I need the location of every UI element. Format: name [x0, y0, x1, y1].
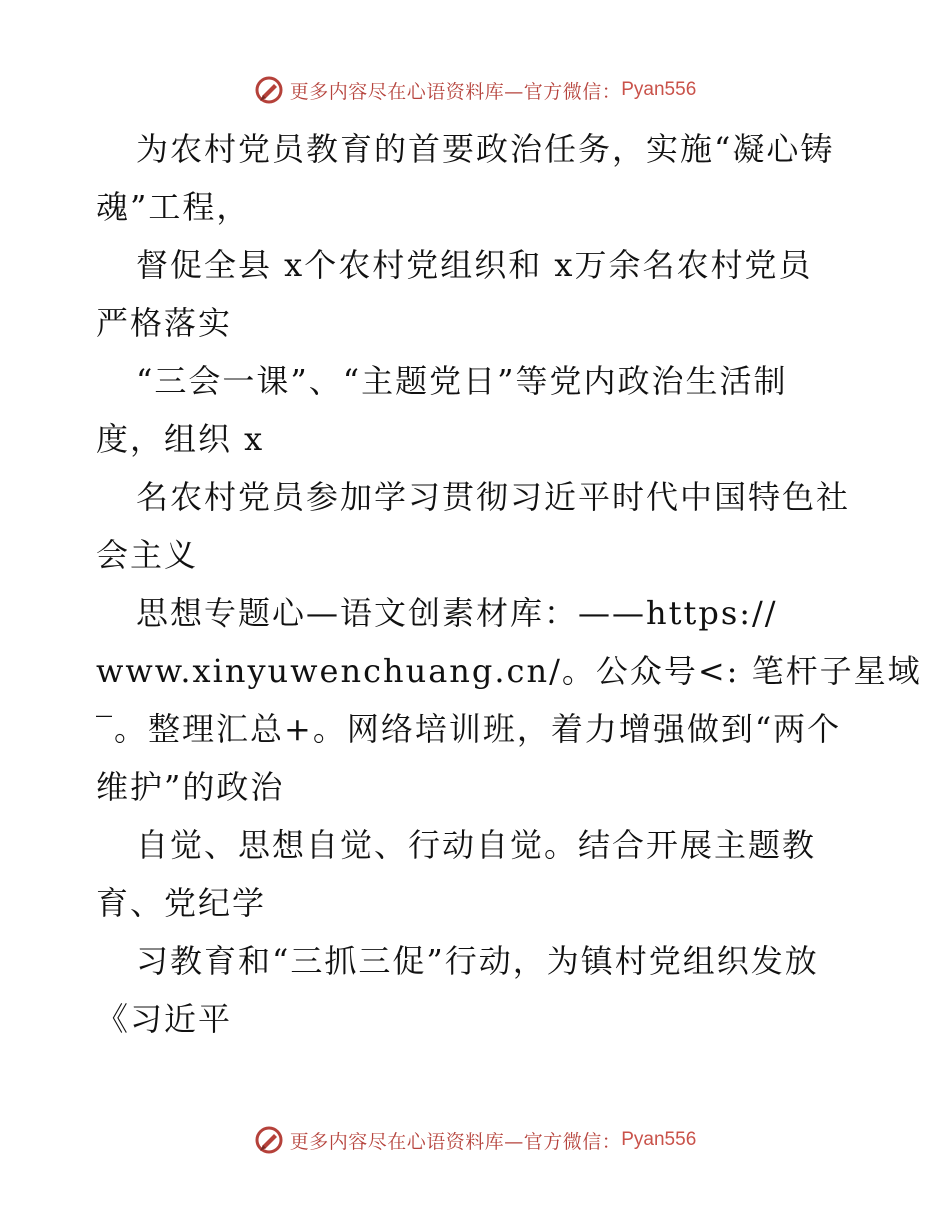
text-line: 自觉、思想自觉、行动自觉。结合开展主题教 — [136, 826, 817, 864]
text-line: 会主义 — [96, 536, 199, 574]
text-line: www.xinyuwenchuang.cn/。公众号<: 笔杆子星域 — [96, 652, 922, 690]
pen-logo-icon — [254, 75, 284, 105]
footer-watermark-id: Pyan556 — [621, 1129, 697, 1150]
text-line: 习教育和“三抓三促”行动，为镇村党组织发放 — [136, 942, 819, 980]
text-line: 名农村党员参加学习贯彻习近平时代中国特色社 — [136, 478, 851, 516]
text-line: 思想专题心—语文创素材库：——https:// — [136, 594, 778, 632]
text-line: 度，组织 x — [96, 420, 265, 458]
footer-watermark-text: 更多内容尽在心语资料库—官方微信： — [289, 1130, 622, 1153]
text-line: 严格落实 — [96, 304, 233, 342]
text-line: 《习近平 — [96, 1000, 233, 1038]
header-watermark-id: Pyan556 — [621, 79, 697, 100]
footer-watermark — [0, 1120, 950, 1160]
document-body — [96, 120, 922, 1048]
pen-logo-icon — [254, 1125, 284, 1155]
text-line: 魂”工程， — [96, 188, 251, 226]
text-line: 为农村党员教育的首要政治任务，实施“凝心铸 — [136, 130, 835, 168]
header-watermark-text: 更多内容尽在心语资料库—官方微信： — [289, 80, 622, 103]
text-line: 维护”的政治 — [96, 768, 285, 806]
text-line: “三会一课”、“主题党日”等党内政治生活制 — [136, 362, 788, 400]
text-line: ‾。整理汇总+。网络培训班，着力增强做到“两个 — [96, 710, 842, 748]
text-line: 育、党纪学 — [96, 884, 267, 922]
header-watermark — [0, 70, 950, 110]
text-line: 督促全县 x个农村党组织和 x万余名农村党员 — [136, 246, 813, 284]
